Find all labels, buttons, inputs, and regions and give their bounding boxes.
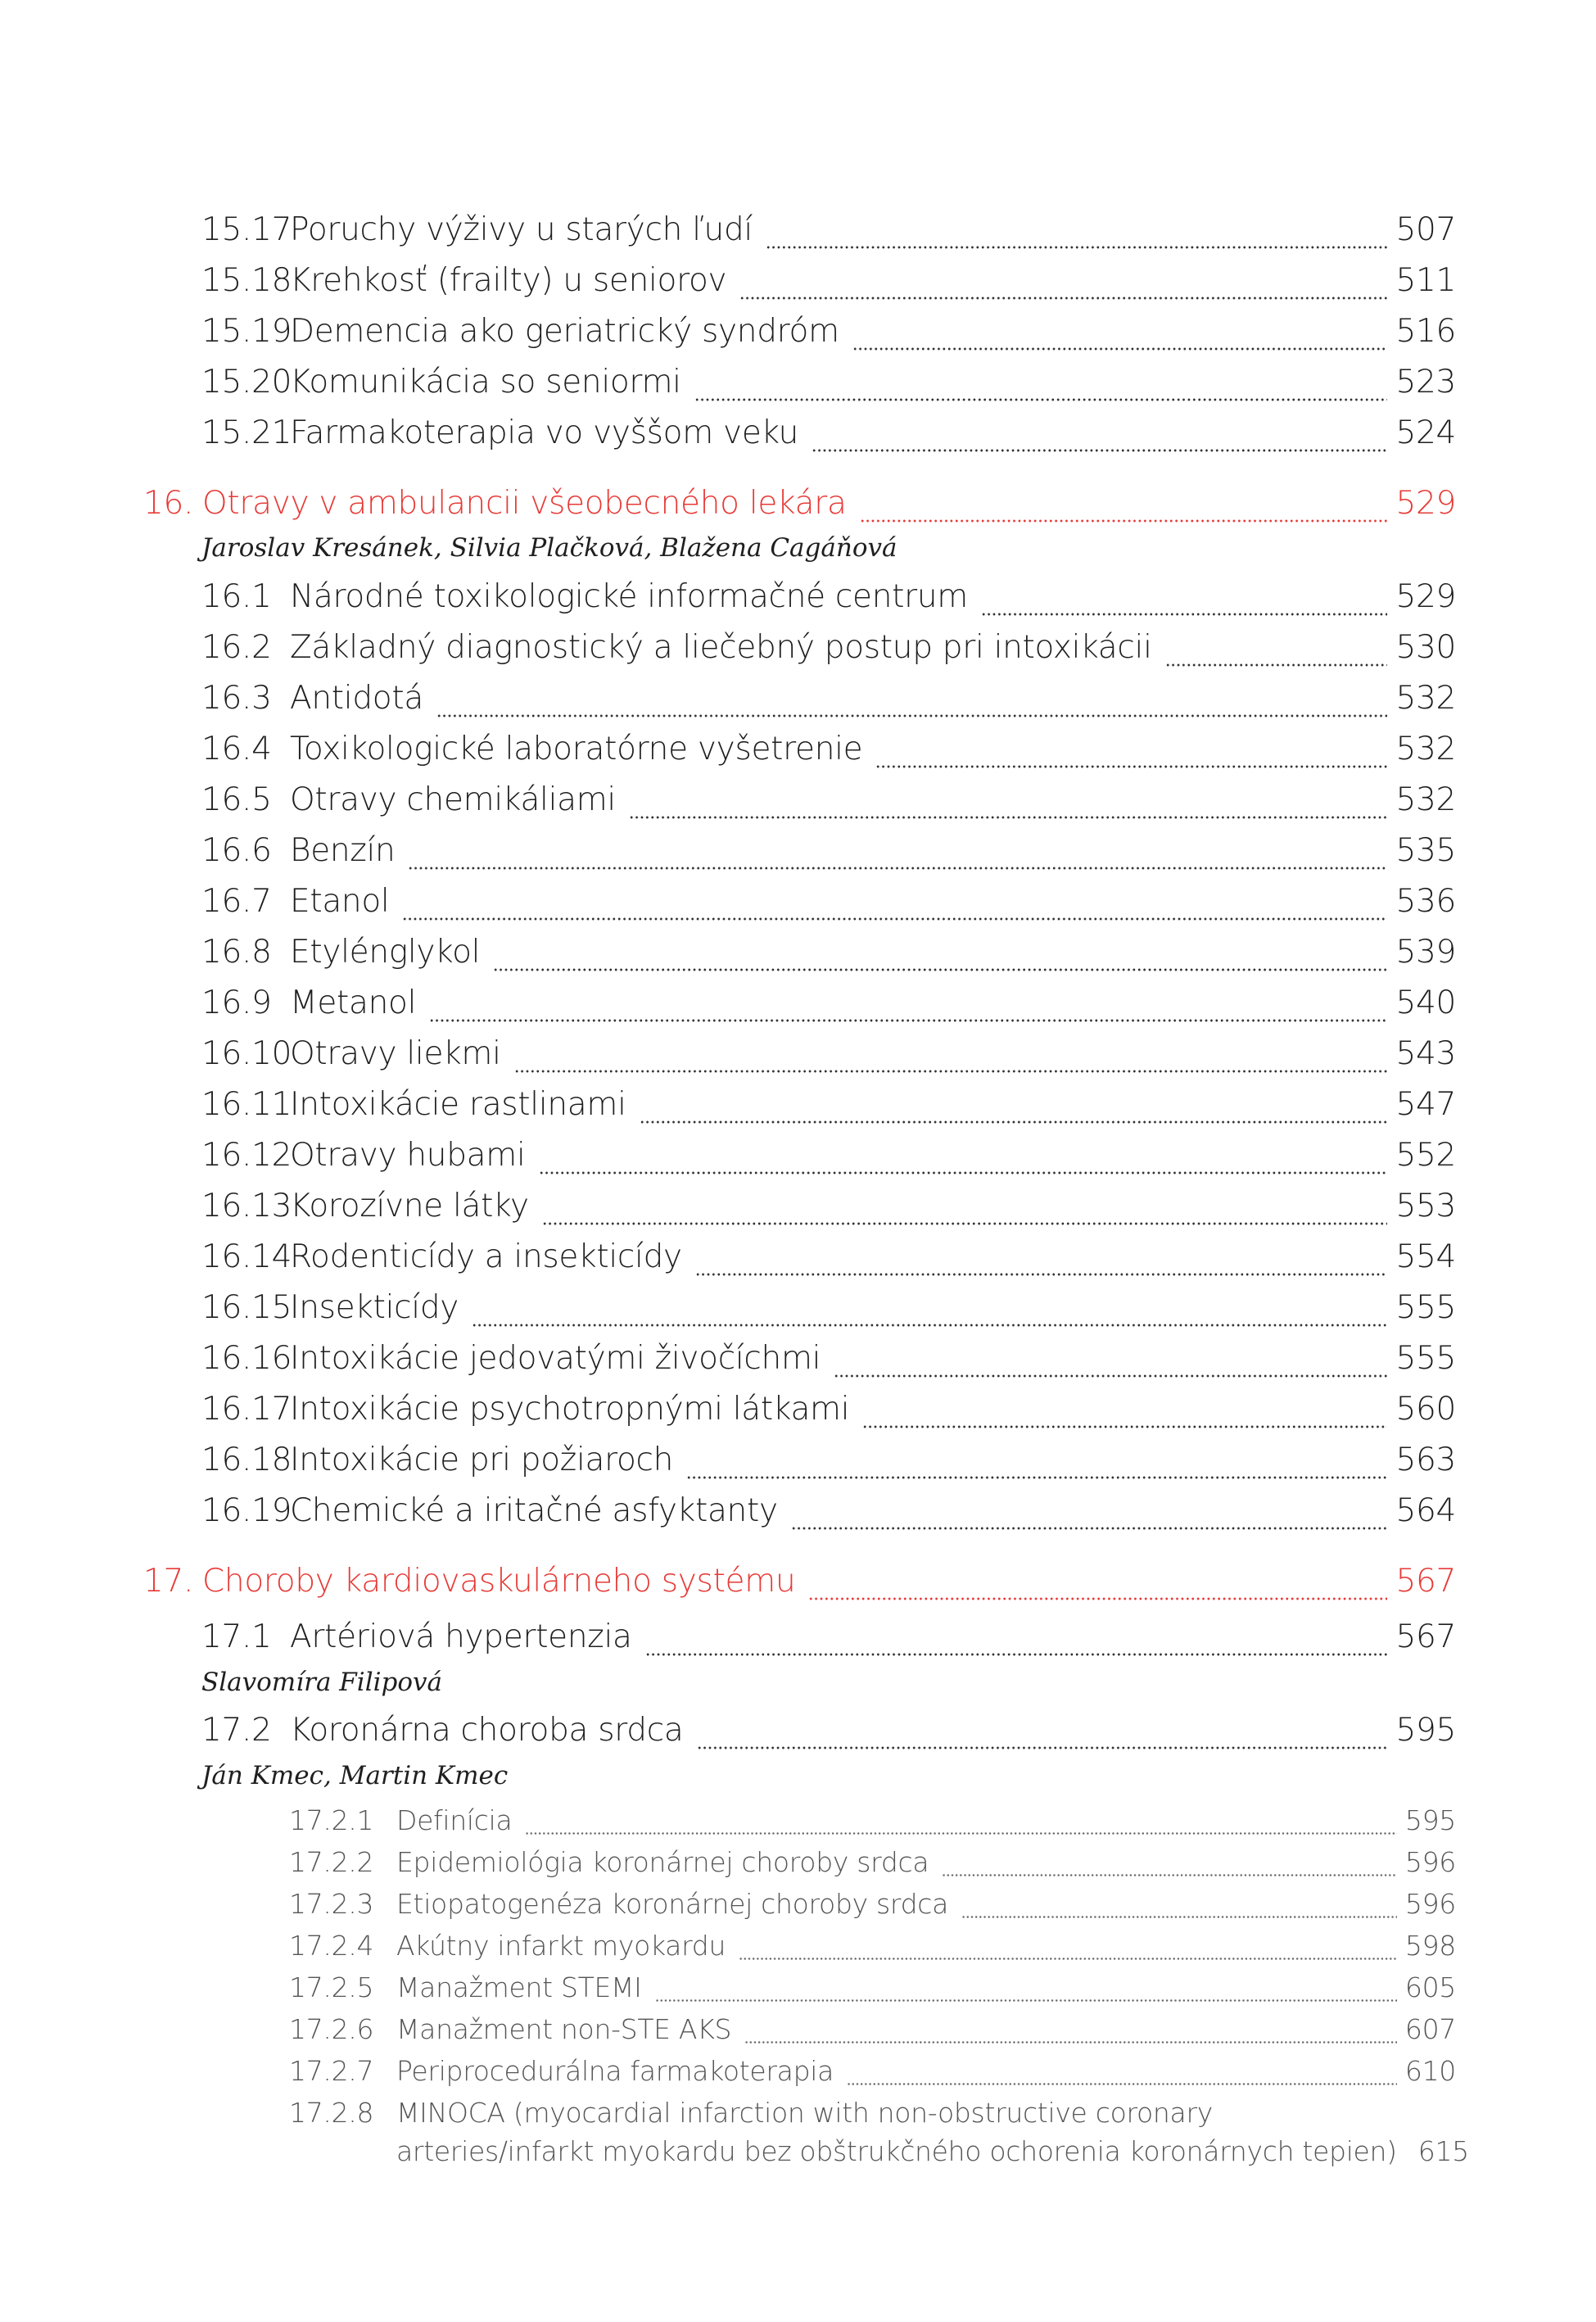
- entry-title: Komunikácia so seniormi: [290, 364, 681, 401]
- entry-title: Benzín: [290, 832, 396, 869]
- entry-number: 16.11: [201, 1086, 292, 1123]
- entry-page: 516: [1395, 313, 1456, 350]
- toc-entry[interactable]: [201, 1492, 1456, 1541]
- dot-leader: [525, 1832, 1396, 1835]
- subentry-number: 17.2.8: [289, 2097, 374, 2129]
- subentry-page: 610: [1404, 2055, 1456, 2087]
- entry-number: 16.17: [201, 1391, 292, 1428]
- dot-leader: [629, 816, 1387, 819]
- dot-leader: [812, 449, 1387, 452]
- dot-leader: [694, 398, 1388, 401]
- entry-title: Antidotá: [290, 680, 423, 717]
- dot-leader: [791, 1527, 1388, 1530]
- entry-title: Intoxikácie psychotropnými látkami: [290, 1391, 850, 1428]
- subentry-page: 596: [1404, 1888, 1456, 1920]
- entry-number: 15.18: [201, 262, 292, 299]
- subentry-title: Manažment non-STE AKS: [396, 2013, 732, 2045]
- chapter-heading-17[interactable]: [143, 1563, 1456, 1612]
- dot-leader: [640, 1120, 1388, 1124]
- toc-entry[interactable]: [201, 1137, 1456, 1186]
- dot-leader: [645, 1653, 1388, 1656]
- entry-page: 553: [1395, 1188, 1456, 1224]
- dot-leader: [402, 917, 1387, 921]
- entry-number: 16.8: [201, 934, 272, 971]
- entry-page: 555: [1395, 1289, 1456, 1326]
- toc-entry[interactable]: [201, 984, 1456, 1034]
- subentry-title-line1: MINOCA (myocardial infarction with non-obstructive coronary: [396, 2097, 1213, 2129]
- entry-title: Základný diagnostický a liečebný postup pri intoxikácii: [290, 629, 1152, 666]
- dot-leader: [875, 765, 1387, 768]
- entry-page: 536: [1395, 883, 1456, 920]
- entry-page: 532: [1395, 781, 1456, 818]
- toc-subentry[interactable]: [289, 1846, 1456, 1885]
- subentry-number: 17.2.1: [289, 1804, 374, 1836]
- entry-page: 567: [1395, 1618, 1456, 1655]
- entry-title: Toxikologické laboratórne vyšetrenie: [290, 731, 863, 767]
- toc-entry[interactable]: [201, 414, 1456, 464]
- entry-number: 16.7: [201, 883, 272, 920]
- entry-number: 16.4: [201, 731, 272, 767]
- chapter-number: 17.: [143, 1563, 194, 1600]
- entry-number: 16.3: [201, 680, 272, 717]
- entry-number: 16.9: [201, 984, 272, 1021]
- subentry-number: 17.2.7: [289, 2055, 374, 2087]
- toc-entry[interactable]: [201, 883, 1456, 932]
- entry-page: 540: [1395, 984, 1456, 1021]
- subentry-page: 595: [1404, 1804, 1456, 1836]
- subentry-page: 605: [1404, 1971, 1456, 2003]
- toc-entry[interactable]: [201, 1188, 1456, 1237]
- section-authors: Ján Kmec, Martin Kmec: [201, 1761, 509, 1790]
- entry-title: Intoxikácie jedovatými živočíchmi: [290, 1340, 821, 1377]
- dot-leader: [493, 968, 1387, 971]
- entry-title: Insekticídy: [290, 1289, 459, 1326]
- dot-leader: [695, 1273, 1388, 1276]
- dot-leader: [739, 1958, 1397, 1960]
- entry-number: 16.18: [201, 1442, 292, 1478]
- entry-number: 16.12: [201, 1137, 292, 1174]
- toc-subentry[interactable]: [289, 1971, 1456, 2011]
- entry-page: 523: [1395, 364, 1456, 401]
- toc-subentry[interactable]: [289, 1888, 1456, 1927]
- entry-number: 16.6: [201, 832, 272, 869]
- chapter-title: Otravy v ambulancii všeobecného lekára: [202, 485, 847, 522]
- entry-page: 529: [1395, 578, 1456, 615]
- entry-title: Intoxikácie pri požiaroch: [290, 1442, 674, 1478]
- toc-entry[interactable]: [201, 731, 1456, 780]
- entry-page: 532: [1395, 680, 1456, 717]
- entry-title: Národné toxikologické informačné centrum: [290, 578, 968, 615]
- dot-leader: [542, 1222, 1388, 1225]
- entry-title: Koronárna choroba srdca: [290, 1712, 684, 1749]
- subentry-number: 17.2.6: [289, 2013, 374, 2045]
- toc-subentry[interactable]: [289, 2013, 1456, 2053]
- dot-leader: [852, 347, 1388, 351]
- toc-entry[interactable]: [201, 262, 1456, 311]
- entry-page: 564: [1395, 1492, 1456, 1529]
- entry-number: 16.15: [201, 1289, 292, 1326]
- subentry-page: 598: [1404, 1930, 1456, 1962]
- entry-number: 16.5: [201, 781, 272, 818]
- entry-title: Intoxikácie rastlinami: [290, 1086, 626, 1123]
- entry-number: 16.14: [201, 1238, 292, 1275]
- entry-title: Otravy chemikáliami: [290, 781, 616, 818]
- toc-entry[interactable]: [201, 1340, 1456, 1389]
- toc-entry[interactable]: [201, 1035, 1456, 1084]
- entry-page: 555: [1395, 1340, 1456, 1377]
- toc-entry[interactable]: [201, 1391, 1456, 1440]
- entry-title: Otravy liekmi: [290, 1035, 501, 1072]
- toc-entry[interactable]: [201, 1712, 1456, 1761]
- dot-leader: [686, 1476, 1387, 1479]
- toc-subentry[interactable]: [289, 1930, 1456, 1969]
- subentry-number: 17.2.3: [289, 1888, 374, 1920]
- entry-title: Etylénglykol: [290, 934, 481, 971]
- entry-number: 15.20: [201, 364, 292, 401]
- chapter-heading-16[interactable]: [143, 485, 1456, 534]
- entry-number: 16.13: [201, 1188, 292, 1224]
- subentry-page: 596: [1404, 1846, 1456, 1878]
- entry-page: 552: [1395, 1137, 1456, 1174]
- dot-leader: [697, 1746, 1388, 1749]
- toc-subentry[interactable]: [289, 1804, 1456, 1844]
- dot-leader: [744, 2041, 1397, 2044]
- dot-leader: [961, 1916, 1397, 1918]
- dot-leader: [834, 1374, 1387, 1378]
- dot-leader: [408, 867, 1387, 870]
- toc-subentry[interactable]: [289, 2055, 1456, 2094]
- toc-entry[interactable]: [201, 313, 1456, 362]
- subentry-number: 17.2.5: [289, 1971, 374, 2003]
- subentry-title: Manažment STEMI: [396, 1971, 642, 2003]
- toc-entry[interactable]: [201, 578, 1456, 627]
- subentry-page: 615: [1417, 2135, 1469, 2167]
- dot-leader: [1165, 663, 1388, 667]
- entry-page: 539: [1395, 934, 1456, 971]
- entry-page: 511: [1395, 262, 1456, 299]
- dot-leader: [981, 613, 1387, 616]
- entry-title: Artériová hypertenzia: [290, 1618, 632, 1655]
- chapter-title: Choroby kardiovaskulárneho systému: [202, 1563, 796, 1600]
- entry-number: 17.1: [201, 1618, 272, 1655]
- toc-entry[interactable]: [201, 832, 1456, 881]
- chapter-page: 529: [1395, 485, 1456, 522]
- entry-page: 530: [1395, 629, 1456, 666]
- entry-number: 16.16: [201, 1340, 292, 1377]
- entry-number: 16.10: [201, 1035, 292, 1072]
- toc-entry[interactable]: [201, 781, 1456, 831]
- dot-leader: [429, 1019, 1387, 1022]
- entry-page: 554: [1395, 1238, 1456, 1275]
- entry-page: 563: [1395, 1442, 1456, 1478]
- entry-title: Poruchy výživy u starých ľudí: [290, 211, 753, 248]
- toc-subentry-multiline[interactable]: [289, 2097, 1456, 2136]
- toc-entry[interactable]: [201, 1618, 1456, 1668]
- subentry-title: Etiopatogenéza koronárnej choroby srdca: [396, 1888, 949, 1920]
- entry-title: Korozívne látky: [290, 1188, 529, 1224]
- dot-leader: [472, 1324, 1387, 1327]
- entry-page: 535: [1395, 832, 1456, 869]
- subentry-title-line2: arteries/infarkt myokardu bez obštrukčného ochorenia koronárnych tepien): [396, 2135, 1397, 2167]
- entry-number: 16.1: [201, 578, 272, 615]
- entry-number: 16.2: [201, 629, 272, 666]
- subentry-page: 607: [1404, 2013, 1456, 2045]
- subentry-title: Periprocedurálna farmakoterapia: [396, 2055, 834, 2087]
- toc-entry[interactable]: [201, 364, 1456, 413]
- toc-subentry-continuation[interactable]: [396, 2135, 1469, 2175]
- subentry-title: Epidemiológia koronárnej choroby srdca: [396, 1846, 929, 1878]
- dot-leader: [766, 246, 1388, 249]
- dot-leader: [860, 519, 1388, 523]
- dot-leader: [655, 1999, 1397, 2002]
- toc-entry[interactable]: [201, 629, 1456, 678]
- entry-number: 15.17: [201, 211, 292, 248]
- entry-page: 547: [1395, 1086, 1456, 1123]
- toc-entry[interactable]: [201, 1238, 1456, 1288]
- subentry-number: 17.2.4: [289, 1930, 374, 1962]
- toc-entry[interactable]: [201, 211, 1456, 260]
- toc-entry[interactable]: [201, 1086, 1456, 1135]
- entry-number: 15.19: [201, 313, 292, 350]
- entry-page: 507: [1395, 211, 1456, 248]
- entry-title: Etanol: [290, 883, 390, 920]
- toc-entry[interactable]: [201, 1289, 1456, 1338]
- entry-title: Metanol: [290, 984, 417, 1021]
- dot-leader: [436, 714, 1388, 717]
- entry-page: 560: [1395, 1391, 1456, 1428]
- entry-page: 532: [1395, 731, 1456, 767]
- entry-title: Otravy hubami: [290, 1137, 526, 1174]
- dot-leader: [739, 296, 1387, 300]
- chapter-number: 16.: [143, 485, 194, 522]
- dot-leader: [539, 1171, 1388, 1175]
- entry-title: Rodenticídy a insekticídy: [290, 1238, 682, 1275]
- toc-entry[interactable]: [201, 1442, 1456, 1491]
- entry-title: Farmakoterapia vo vyššom veku: [290, 414, 799, 451]
- entry-title: Demencia ako geriatrický syndróm: [290, 313, 839, 350]
- subentry-title: Akútny infarkt myokardu: [396, 1930, 726, 1962]
- dot-leader: [847, 2083, 1397, 2085]
- toc-entry[interactable]: [201, 934, 1456, 983]
- entry-page: 595: [1395, 1712, 1456, 1749]
- toc-entry[interactable]: [201, 680, 1456, 729]
- entry-number: 15.21: [201, 414, 292, 451]
- section-authors: Slavomíra Filipová: [201, 1668, 443, 1697]
- dot-leader: [942, 1874, 1397, 1876]
- entry-page: 543: [1395, 1035, 1456, 1072]
- entry-number: 17.2: [201, 1712, 272, 1749]
- entry-title: Krehkosť (frailty) u seniorov: [290, 262, 727, 299]
- entry-title: Chemické a iritačné asfyktanty: [290, 1492, 778, 1529]
- dot-leader: [808, 1597, 1387, 1600]
- entry-page: 524: [1395, 414, 1456, 451]
- chapter-authors: Jaroslav Kresánek, Silvia Plačková, Blažena Cagáňová: [201, 533, 897, 563]
- dot-leader: [514, 1070, 1388, 1073]
- subentry-title: Definícia: [396, 1804, 513, 1836]
- chapter-page: 567: [1395, 1563, 1456, 1600]
- subentry-number: 17.2.2: [289, 1846, 374, 1878]
- dot-leader: [862, 1425, 1387, 1428]
- entry-number: 16.19: [201, 1492, 292, 1529]
